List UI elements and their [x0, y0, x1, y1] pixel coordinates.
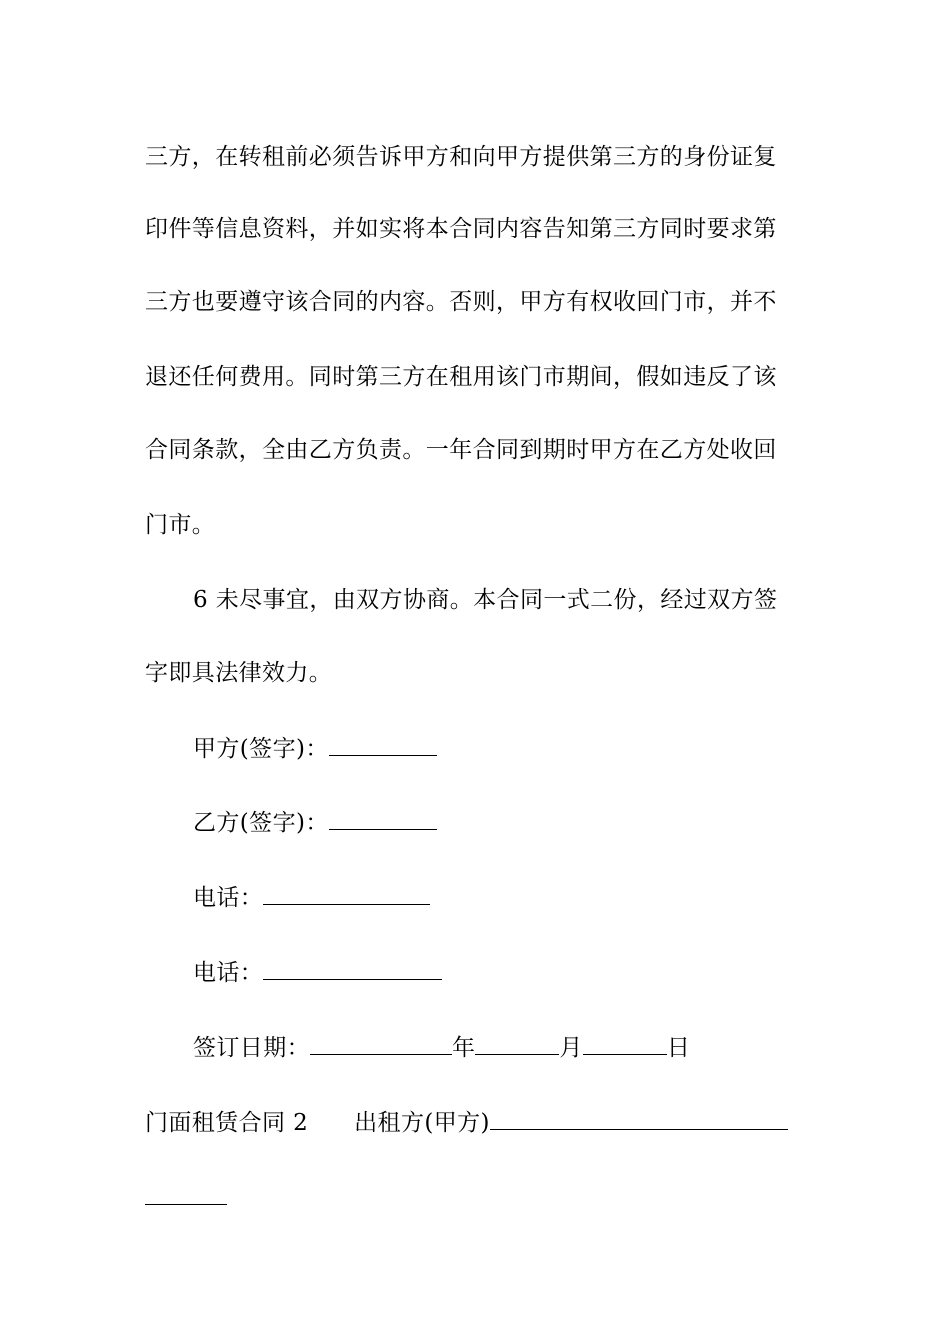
month-blank[interactable] [475, 1034, 559, 1055]
year-label: 年 [452, 1035, 476, 1061]
lessor-name-blank-continued[interactable] [145, 1184, 227, 1205]
lessor-name-blank[interactable] [490, 1109, 788, 1130]
phone-1-blank[interactable] [263, 884, 430, 905]
next-contract-row [145, 1108, 810, 1138]
party-a-signature-blank[interactable] [329, 735, 437, 756]
party-b-signature-row [193, 808, 858, 838]
day-label: 日 [666, 1035, 691, 1061]
phone-2-row [193, 958, 858, 988]
paragraph-line: 退还任何费用。同时第三方在租用该门市期间，假如违反了该 [145, 364, 777, 390]
year-blank[interactable] [310, 1034, 452, 1055]
lessor-label: 出租方(甲方) [354, 1110, 490, 1136]
phone-1-row [193, 883, 858, 913]
paragraph-line: 三方，在转租前必须告诉甲方和向甲方提供第三方的身份证复 [145, 144, 777, 170]
lessor-name-continued-row [145, 1183, 810, 1213]
phone-1-label: 电话： [193, 885, 264, 911]
next-contract-title: 门面租赁合同 2 [145, 1110, 309, 1136]
phone-2-blank[interactable] [263, 959, 442, 980]
paragraph-6-line: 6 未尽事宜，由双方协商。本合同一式二份，经过双方签 [193, 587, 778, 613]
month-label: 月 [559, 1035, 583, 1061]
paragraph-line: 三方也要遵守该合同的内容。否则，甲方有权收回门市，并不 [145, 289, 777, 315]
phone-2-label: 电话： [193, 960, 264, 986]
party-a-signature-row [193, 734, 858, 764]
paragraph-line: 印件等信息资料，并如实将本合同内容告知第三方同时要求第 [145, 216, 777, 242]
signing-date-row [193, 1033, 858, 1063]
paragraph-line: 合同条款，全由乙方负责。一年合同到期时甲方在乙方处收回 [145, 437, 777, 463]
paragraph-6-line: 字即具法律效力。 [145, 660, 333, 686]
party-a-label: 甲方(签字)： [193, 736, 329, 762]
paragraph-line: 门市。 [145, 512, 216, 538]
party-b-signature-blank[interactable] [329, 809, 437, 830]
day-blank[interactable] [583, 1034, 667, 1055]
date-label: 签订日期： [193, 1035, 310, 1061]
party-b-label: 乙方(签字)： [193, 810, 329, 836]
